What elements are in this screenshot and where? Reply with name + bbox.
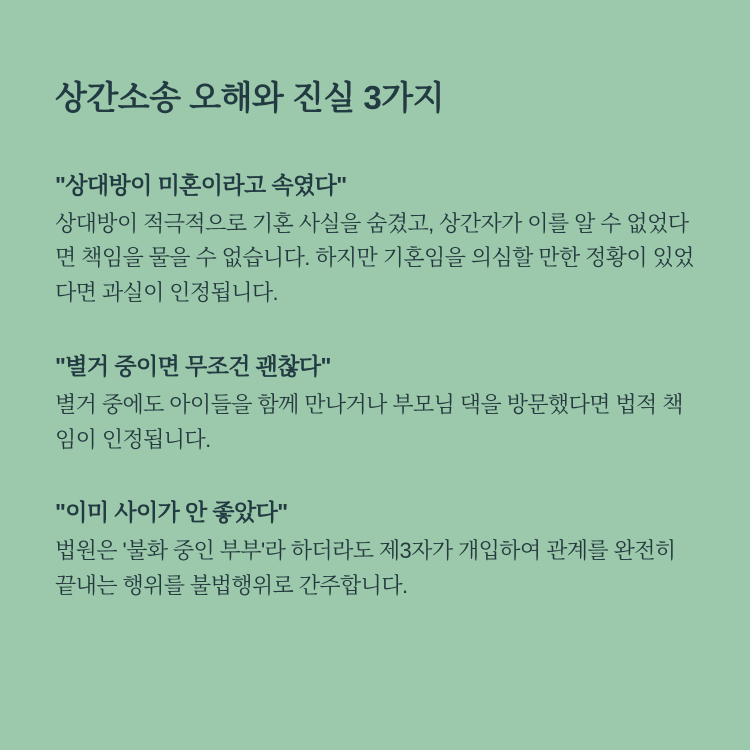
section-heading: "별거 중이면 무조건 괜찮다": [55, 352, 331, 379]
section-heading: "이미 사이가 안 좋았다": [55, 499, 288, 526]
section-item: [55, 497, 695, 604]
page-title: 상간소송 오해와 진실 3가지: [55, 79, 445, 116]
section-item: [55, 170, 695, 311]
section-heading: "상대방이 미혼이라고 속였다": [55, 171, 347, 198]
section-body: 법원은 '불화 중인 부부'라 하더라도 제3자가 개입하여 관계를 완전히 끝내는 행위를 불법행위로 간주합니다.: [55, 538, 676, 599]
section-body: 상대방이 적극적으로 기혼 사실을 숨겼고, 상간자가 이를 알 수 없었다면 책임을 물을 수 없습니다. 하지만 기혼임을 의심할 만한 정황이 있었다면 과실이 인정됩니다.: [55, 210, 694, 306]
section-body: 별거 중에도 아이들을 함께 만나거나 부모님 댁을 방문했다면 법적 책임이 인정됩니다.: [55, 391, 683, 452]
section-item: [55, 351, 695, 458]
